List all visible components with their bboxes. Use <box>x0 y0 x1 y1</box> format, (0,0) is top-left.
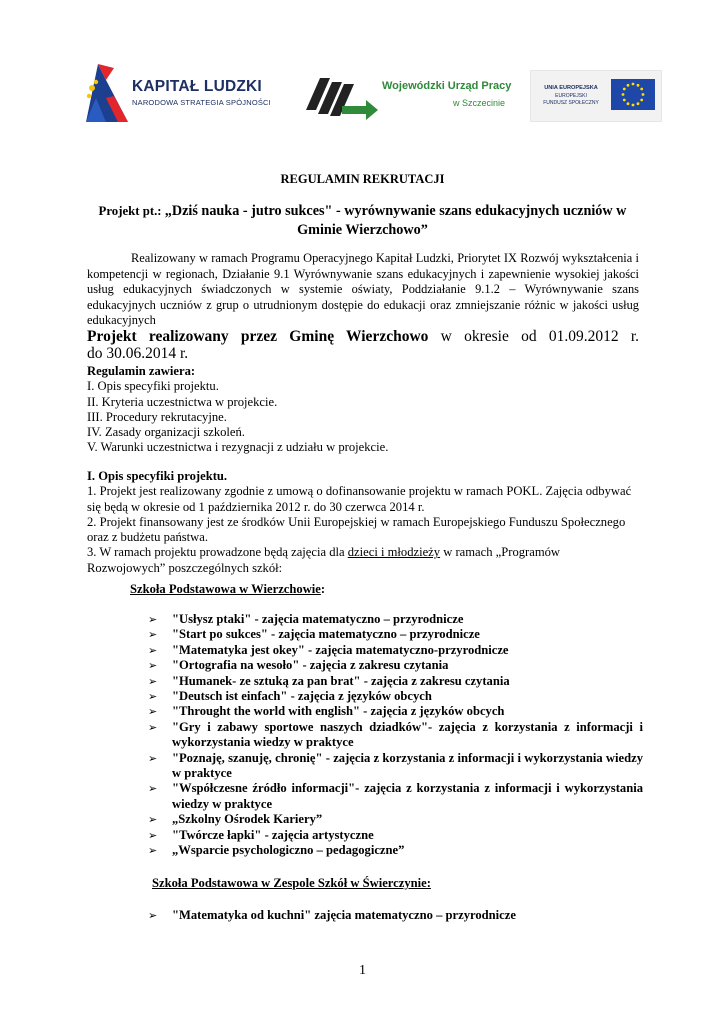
bullet-arrow-icon: ➢ <box>148 828 158 842</box>
contents-item: II. Kryteria uczestnictwa w projekcie. <box>87 394 278 409</box>
list-item <box>148 643 643 658</box>
list-item-text: "Matematyka jest okey" - zajęcia matematyczno-przyrodnicze <box>172 642 509 657</box>
contents-heading: Regulamin zawiera: <box>87 364 196 378</box>
list-item-text: "Współczesne źródło informacji"- zajęcia z korzystania z informacji i wykorzystania wiedzy w praktyce <box>172 781 643 811</box>
kapital-ludzki-title: KAPITAŁ LUDZKI <box>132 78 262 95</box>
contents-section <box>87 364 639 456</box>
school-2-list <box>148 908 643 923</box>
wup-logo <box>300 70 510 122</box>
list-item <box>148 658 643 673</box>
school-1-list <box>148 612 643 859</box>
school-2-heading: Szkoła Podstawowa w Zespole Szkół w Świerczynie: <box>152 876 431 890</box>
bullet-arrow-icon: ➢ <box>148 690 158 704</box>
point-3-text-a: 3. W ramach projektu prowadzone będą zajęcia dla <box>87 545 348 560</box>
list-item-text: "Start po sukces" - zajęcia matematyczno – przyrodnicze <box>172 627 480 642</box>
list-item-text: "Poznaję, szanuję, chronię" - zajęcia z korzystania z informacji i wykorzystania wiedzy w praktyce <box>172 750 643 781</box>
section-1-point-3 <box>87 545 639 576</box>
page-number: 1 <box>359 963 366 978</box>
school-1-colon: : <box>320 582 326 596</box>
section-1-heading: I. Opis specyfiki projektu. <box>87 469 228 483</box>
bullet-arrow-icon: ➢ <box>148 720 158 734</box>
list-item-text: "Ortografia na wesoło" - zajęcia z zakresu czytania <box>172 658 449 673</box>
bullet-arrow-icon: ➢ <box>148 705 158 719</box>
list-item <box>148 689 643 704</box>
point-3-text-b: w ramach „Programów Rozwojowych” poszczególnych szkół: <box>87 545 561 575</box>
contents-item: III. Procedury rekrutacyjne. <box>87 409 227 424</box>
wup-title: Wojewódzki Urząd Pracy <box>382 80 512 92</box>
point-3-underlined: dzieci i młodzieży <box>347 545 441 560</box>
project-name: „Dziś nauka - jutro sukces" - wyrównywanie szans edukacyjnych uczniów w Gminie Wierzchowo” <box>164 203 627 238</box>
list-item-text: "Twórcze łapki" - zajęcia artystyczne <box>172 827 374 842</box>
project-lead: Projekt pt.: <box>98 204 165 218</box>
eu-line-1: UNIA EUROPEJSKA <box>544 85 598 91</box>
bullet-arrow-icon: ➢ <box>148 782 158 796</box>
bullet-arrow-icon: ➢ <box>148 751 158 765</box>
list-item-text: „Wsparcie psychologiczno – pedagogiczne” <box>172 843 405 858</box>
list-item <box>148 828 643 843</box>
intro-paragraph: Realizowany w ramach Programu Operacyjnego Kapitał Ludzki, Priorytet IX Rozwój wykształcenia i kompetencji w regionach, Działanie 9.1 Wyrównywanie szans edukacyjnych i zapewnienie wysokiej jakości usług edukacyjnych świadczonych w systemie oświaty, Poddziałanie 9.1.2 – Wyrównywanie szans edukacyjnych uczniów z grup o utrudnionym dostępie do edukacji oraz zmniejszanie różnic w jakości usług edukacyjnych <box>87 251 639 328</box>
list-item-text: "Throught the world with english" - zajęcia z języków obcych <box>172 704 505 719</box>
section-1-point-1: 1. Projekt jest realizowany zgodnie z umową o dofinansowanie projektu w ramach POKL. Zajęcia odbywać się będą w okresie od 1 października 2012 r. do 30 czerwca 2014 r. <box>87 484 632 514</box>
bullet-arrow-icon: ➢ <box>148 613 158 626</box>
list-item <box>148 781 643 812</box>
realized-end: do 30.06.2014 r. <box>87 345 189 362</box>
wup-emblem-icon <box>300 70 380 122</box>
kapital-ludzki-logo <box>84 58 284 126</box>
eu-logo <box>530 70 662 122</box>
bullet-arrow-icon: ➢ <box>148 813 158 827</box>
list-item-text: "Gry i zabawy sportowe naszych dziadków"- zajęcia z korzystania z informacji i wykorzystania wiedzy w praktyce <box>172 719 643 750</box>
contents-item: V. Warunki uczestnictwa i rezygnacji z udziału w projekcie. <box>87 440 389 455</box>
kapital-ludzki-emblem-icon <box>84 58 130 126</box>
realized-rest: w okresie od 01.09.2012 r. <box>428 328 640 345</box>
school-1-heading <box>130 582 530 597</box>
contents-item: IV. Zasady organizacji szkoleń. <box>87 425 245 440</box>
bullet-arrow-icon: ➢ <box>148 674 158 688</box>
wup-subtitle: w Szczecinie <box>453 98 506 108</box>
list-item <box>148 751 643 782</box>
section-1-point-2: 2. Projekt finansowany jest ze środków Unii Europejskiej w ramach Europejskiego Funduszu Społecznego oraz z budżetu państwa. <box>87 514 626 545</box>
bullet-arrow-icon: ➢ <box>148 659 158 673</box>
list-item-text: "Humanek- ze sztuką za pan brat" - zajęcia z zakresu czytania <box>172 673 510 688</box>
list-item <box>148 612 643 627</box>
list-item-text: "Matematyka od kuchni" zajęcia matematyczno – przyrodnicze <box>172 908 516 922</box>
list-item <box>148 812 643 827</box>
list-item <box>148 627 643 642</box>
realized-bold: Projekt realizowany przez Gminę Wierzchowo <box>87 328 429 345</box>
list-item <box>148 674 643 689</box>
eu-line-2: EUROPEJSKI <box>555 93 587 99</box>
eu-line-3: FUNDUSZ SPOŁECZNY <box>543 100 599 106</box>
list-item <box>148 720 643 751</box>
bullet-arrow-icon: ➢ <box>148 844 158 858</box>
list-item-text: "Usłysz ptaki" - zajęcia matematyczno – przyrodnicze <box>172 612 464 626</box>
list-item <box>148 908 643 923</box>
bullet-arrow-icon: ➢ <box>148 628 158 642</box>
document-title: REGULAMIN REKRUTACJI <box>280 172 445 186</box>
list-item <box>148 843 643 858</box>
section-1 <box>87 469 639 576</box>
school-1-name: Szkoła Podstawowa w Wierzchowie <box>130 582 321 596</box>
project-title <box>90 202 635 240</box>
list-item <box>148 704 643 719</box>
list-item-text: "Deutsch ist einfach" - zajęcia z języków obcych <box>172 689 432 704</box>
eu-flag-icon <box>611 79 655 110</box>
realized-line <box>87 328 639 346</box>
bullet-arrow-icon: ➢ <box>148 909 158 922</box>
contents-item: I. Opis specyfiki projektu. <box>87 379 219 394</box>
kapital-ludzki-subtitle: NARODOWA STRATEGIA SPÓJNOŚCI <box>132 98 271 107</box>
list-item-text: „Szkolny Ośrodek Kariery” <box>172 812 323 827</box>
bullet-arrow-icon: ➢ <box>148 643 158 657</box>
